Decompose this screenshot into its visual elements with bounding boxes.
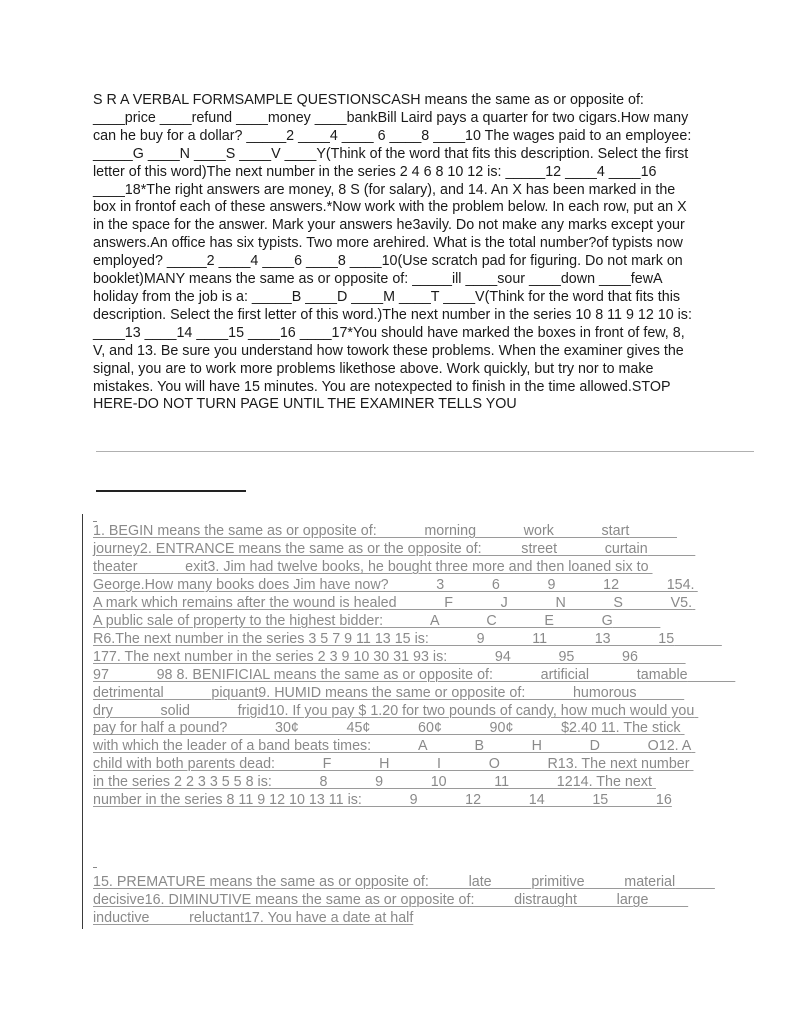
section-divider-line <box>96 451 754 452</box>
short-divider-line <box>96 490 246 492</box>
sample-questions-paragraph: S R A VERBAL FORMSAMPLE QUESTIONSCASH means the same as or opposite of: ____price ____refund ____money ____bankBill Laird pays a quarter for two cigars.How many can he buy for a dollar? _____2 ____4 ____ 6 ____8 ____10 The wages paid to an employee: _____G ____N ____S ____V ____Y(Think of the word that fits this description. Select the first letter of this word)The next number in the series 2 4 6 8 10 12 is: _____12 ____4 ____16 ____18*The right answers are money, 8 S (for salary), and 14. An X has been marked in the box in frontof each of these answers.*Now work with the problem below. In each row, put an X in the space for the answer. Mark your answers he3avily. Do not make any marks except your answers.An office has six typists. Two more arehired. What is the total number?of typists now employed? _____2 ____4 ____6 ____8 ____10(Use scratch pad for figuring. Do not mark on booklet)MANY means the same as or opposite of: _____ill ____sour ____down ____fewA holiday from the job is a: _____B ____D ____M ____T ____V(Think for the word that fits this description. Select the first letter of this word.)The next number in the series 10 8 11 9 12 10 is: ____13 ____14 ____15 ____16 ____17*You should have marked the boxes in front of few, 8, V, and 13. Be sure you understand how towork these problems. When the examiner gives the signal, you are to work more problems likethose above. Work quickly, but try nor to make mistakes. You will have 15 minutes. You are notexpected to finish in the time allowed.STOP HERE-DO NOT TURN PAGE UNTIL THE EXAMINER TELLS YOU <box>93 92 692 413</box>
test-questions-15-17[interactable]: 15. PREMATURE means the same as or opposite of: late primitive material decisive16. DIMINUTIVE means the same as or opposite of: distraught large inductive reluctant17. You have a date at half <box>93 874 715 926</box>
test-questions-1-14[interactable]: 1. BEGIN means the same as or opposite of: morning work start journey2. ENTRANCE means the same as or the opposite of: street curtain theater exit3. Jim had twelve books, he bought three more and then loaned six to George.How many books does Jim have now? 3 6 9 12 154. A mark which remains after the wound is healed F J N S V5. A public sale of property to the highest bidder: A C E G R6.The next number in the series 3 5 7 9 11 13 15 is: 9 11 13 15 177. The next number in the series 2 3 9 10 30 31 93 is: 94 95 96 97 98 8. BENIFICIAL means the same as or opposite of: artificial tamable detrimental piquant9. HUMID means the same or opposite of: humorous dry solid frigid10. If you pay $ 1.20 for two pounds of candy, how much would you pay for half a pound? 30¢ 45¢ 60¢ 90¢ $2.40 11. The stick with which the leader of a band beats times: A B H D O12. A child with both parents dead: F H I O R13. The next number in the series 2 2 3 3 5 5 8 is: 8 9 10 11 1214. The next number in the series 8 11 9 12 10 13 11 is: 9 12 14 15 16 <box>93 523 736 809</box>
left-margin-bar <box>82 514 83 929</box>
paragraph-marker <box>93 521 97 522</box>
paragraph-marker <box>93 867 97 868</box>
